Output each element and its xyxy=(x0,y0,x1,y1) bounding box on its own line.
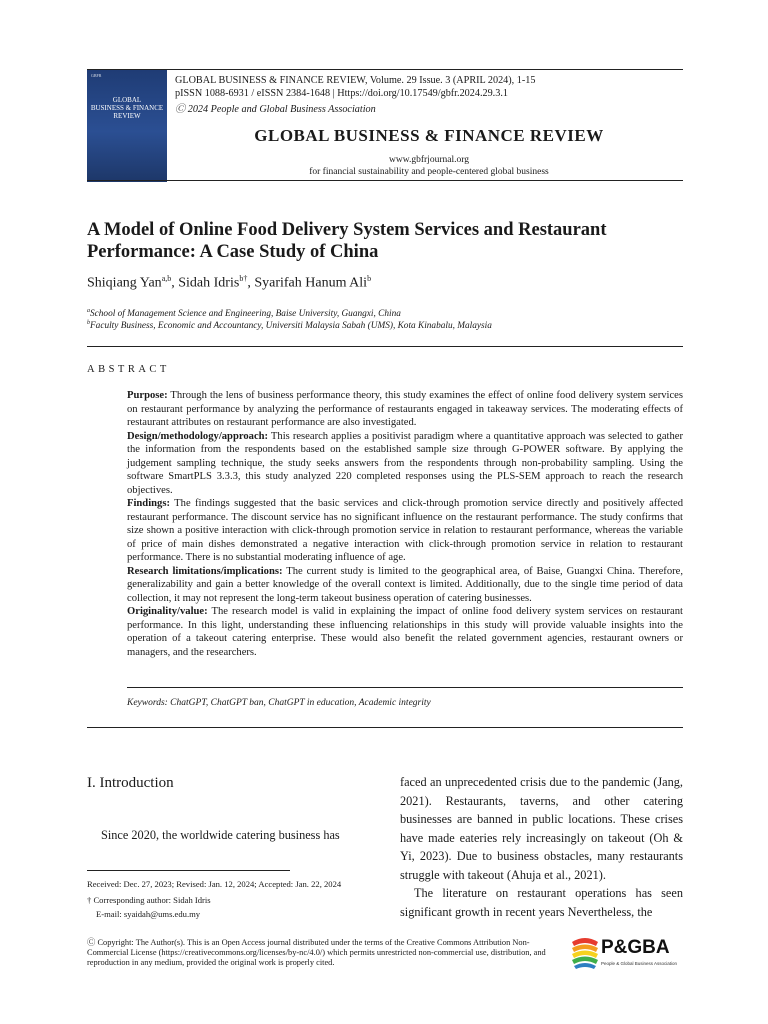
received-dates: Received: Dec. 27, 2023; Revised: Jan. 12, 2024; Accepted: Jan. 22, 2024 xyxy=(87,879,342,889)
intro-paragraph-right-2: The literature on restaurant operations has seen significant growth in recent years Nevertheless, the xyxy=(400,886,683,919)
journal-title: GLOBAL BUSINESS & FINANCE REVIEW xyxy=(254,126,604,145)
section-heading-introduction: I. Introduction xyxy=(87,775,174,791)
abstract-section-text: This research applies a positivist paradigm where a quantitative approach was selected to gather the information from the respondents based on the established sample size through G-POWER software. By applying the judgement sampling technique, the study seeks answers from the respondents through non-probability sampling. Using the software SmartPLS 3.3.3, this study analyzed 220 completed responses using the PLS-SEM approach to reach the research objectives. xyxy=(127,430,683,496)
affiliation-text: School of Management Science and Engineering, Baise University, Guangxi, China xyxy=(90,309,401,320)
corresponding-author: † Corresponding author: Sidah Idris xyxy=(87,895,211,905)
abstract-purpose xyxy=(127,389,683,430)
affiliation-b xyxy=(87,320,492,331)
pgba-logo-text: P&GBA xyxy=(601,937,670,958)
title-bottom-rule xyxy=(87,346,683,347)
abstract-section-label: Research limitations/implications: xyxy=(127,565,283,577)
abstract-section-label: Purpose: xyxy=(127,390,168,401)
cover-title-line2: BUSINESS & FINANCE xyxy=(90,104,164,113)
affiliation-marker: a xyxy=(87,308,90,314)
journal-issn-doi-line: pISSN 1088-6931 / eISSN 2384-1648 | Https://doi.org/10.17549/gbfr.2024.29.3.1 xyxy=(175,88,508,99)
abstract-findings xyxy=(127,497,683,565)
abstract-section-text: The current study is limited to the geographical area, of Baise, Guangxi China. Therefore, generalizability and gain a better knowledge of the overall context is limited. Additionally, due to the single time period of data collection, it may not represent the long-term takeout business operation of catering businesses. xyxy=(127,565,683,604)
journal-website-link[interactable]: www.gbfrjournal.org xyxy=(389,155,469,165)
journal-copyright-line: Ⓒ 2024 People and Global Business Association xyxy=(175,104,376,115)
author-separator: , xyxy=(171,275,179,291)
author-affiliation-marker: b xyxy=(367,274,372,283)
affiliation-text: Faculty Business, Economic and Accountancy, Universiti Malaysia Sabah (UMS), Kota Kinabalu, Malaysia xyxy=(90,321,492,332)
affiliation-marker: b xyxy=(87,320,90,326)
author-name: Syarifah Hanum Ali xyxy=(254,275,368,291)
journal-volume-line: GLOBAL BUSINESS & FINANCE REVIEW, Volume. 29 Issue. 3 (APRIL 2024), 1-15 xyxy=(175,75,536,86)
abstract-originality xyxy=(127,605,683,659)
author-affiliation-marker: b† xyxy=(239,274,248,283)
pgba-logo xyxy=(570,936,686,972)
abstract-body xyxy=(127,389,683,659)
journal-tagline: for financial sustainability and people-centered global business xyxy=(309,167,549,177)
journal-cover-image xyxy=(87,70,167,182)
footnote-rule xyxy=(87,870,290,871)
intro-paragraph-left: Since 2020, the worldwide catering business has xyxy=(101,828,340,842)
cover-top-label: GBFR xyxy=(91,73,102,78)
pgba-logo-subtitle: People & Global Business Association xyxy=(601,961,678,966)
abstract-section-label: Design/methodology/approach: xyxy=(127,430,269,442)
cover-title-line1: GLOBAL xyxy=(112,96,142,104)
cover-title-line3: REVIEW xyxy=(113,112,141,121)
author-list xyxy=(87,274,371,292)
abstract-design xyxy=(127,430,683,498)
abstract-section-text: The findings suggested that the basic services and click-through promotion service directly and positively affected restaurant performance. The discount service has no significant influence on the restaurant performance. The study confirms that size shown a positive interaction with click-through promotion service in relation to restaurant performance, whereas the variable of price of main dishes demonstrated a negative interaction with click-through promotion service in relation to restaurant performance. There is no substantial moderating influence of age. xyxy=(127,498,683,563)
copyright-notice: Ⓒ Copyright: The Author(s). This is an Open Access journal distributed under the terms of the Creative Commons Attribution Non-Commercial License (https://creativecommons.org/licenses/by-nc/4.0/) which permits unrestricted non-commercial use, distribution, and reproduction in any medium, provided the original work is properly cited. xyxy=(87,938,546,967)
author-email[interactable]: E-mail: syaidah@ums.edu.my xyxy=(96,909,201,919)
header-bottom-rule xyxy=(87,180,683,181)
author-name: Sidah Idris xyxy=(178,275,240,291)
abstract-section-text: The research model is valid in explaining the impact of online food delivery system services on restaurant performance. In this light, understanding these influencing relationships in this study will provide valuable insights into the operation of a takeout catering enterprise. These would also benefit the related government agencies, restaurant owners or managers, and the researchers. xyxy=(127,606,683,658)
abstract-section-label: Findings: xyxy=(127,498,170,509)
abstract-limitations xyxy=(127,565,683,606)
keywords: Keywords: ChatGPT, ChatGPT ban, ChatGPT in education, Academic integrity xyxy=(127,698,431,708)
keywords-top-rule xyxy=(127,687,683,688)
intro-right-column xyxy=(400,773,683,921)
header-top-rule xyxy=(87,69,683,70)
abstract-heading: ABSTRACT xyxy=(87,364,170,375)
abstract-section-text: Through the lens of business performance theory, this study examines the effect of online food delivery system services on restaurant performance by analyzing the performance of restaurants engaged in takeaway services. The moderating effects of restaurant attributes on restaurant performance are also investigated. xyxy=(127,390,683,428)
intro-paragraph-right-1: faced an unprecedented crisis due to the pandemic (Jang, 2021). Restaurants, taverns, and other catering businesses are banned in public locations. These crises have made eateries rely increasingly on takeout (Oh & Yi, 2023). Due to business obstacles, many restaurants struggle with takeout (Ahuja et al., 2021). xyxy=(400,775,683,882)
abstract-bottom-rule xyxy=(87,727,683,728)
author-separator: , xyxy=(247,275,255,291)
affiliation-a xyxy=(87,308,401,319)
author-name: Shiqiang Yan xyxy=(87,275,162,291)
article-title: A Model of Online Food Delivery System Services and Restaurant Performance: A Case Study of China xyxy=(87,220,607,262)
author-affiliation-marker: a,b xyxy=(161,274,172,283)
abstract-section-label: Originality/value: xyxy=(127,606,208,617)
pgba-logo-mark-icon xyxy=(570,936,600,970)
